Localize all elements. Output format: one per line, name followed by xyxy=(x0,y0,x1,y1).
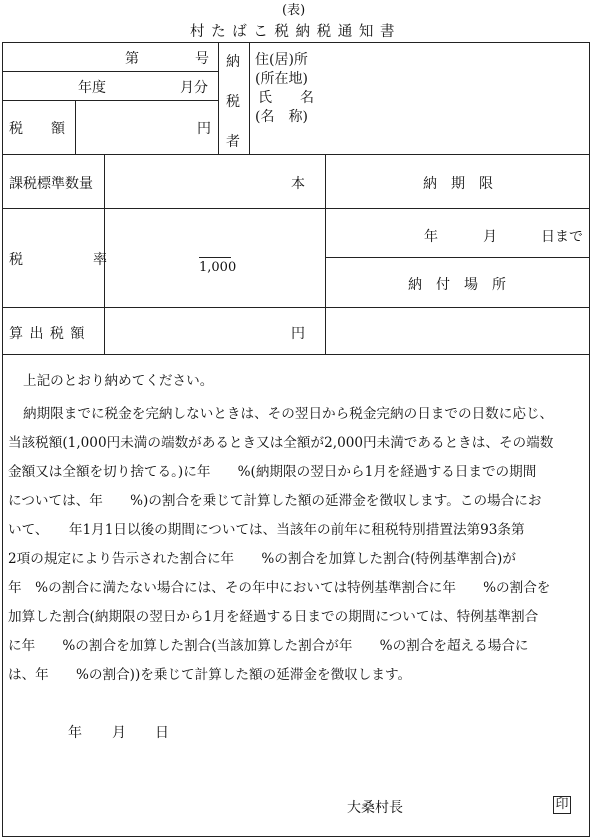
intro-text: 上記のとおり納めてください。 xyxy=(23,373,214,389)
line xyxy=(249,42,250,154)
fiscal-year-label: 年度 xyxy=(78,80,106,96)
issuer-name: 大桑村長 xyxy=(347,800,403,816)
taxpayer-label-1: 納 xyxy=(226,54,240,70)
tax-amount-yen: 円 xyxy=(197,121,211,137)
taxpayer-label-2: 税 xyxy=(226,94,240,110)
tax-amount-label: 税 額 xyxy=(9,121,65,137)
due-day-suffix: 日まで xyxy=(541,229,583,245)
address-label: 住(居)所 xyxy=(255,52,308,68)
body-line: 納期限までに税金を完納しないときは、その翌日から税金完納の日までの日数に応じ、 xyxy=(23,406,554,422)
seal-stamp-icon: 印 xyxy=(553,796,571,814)
month-label: 月分 xyxy=(180,80,208,96)
footer-year: 年 xyxy=(68,725,82,741)
tax-rate-label: 税 率 xyxy=(9,252,107,268)
footer-month: 月 xyxy=(112,725,126,741)
side-label: (表) xyxy=(282,3,306,18)
payment-place-label: 納 付 場 所 xyxy=(408,277,506,293)
body-line: 加算した割合(納期限の翌日から1月を経過する日までの期間については、特例基準割合 xyxy=(8,609,539,625)
frame-left xyxy=(2,42,3,836)
number-go-label: 号 xyxy=(195,51,209,67)
body-line: 当該税額(1,000円未満の端数があるとき又は全額が2,000円未満であるときは、その端数 xyxy=(8,435,554,451)
tax-basis-label: 課税標準数量 xyxy=(9,176,93,192)
rate-fraction-line xyxy=(199,257,231,258)
frame-right xyxy=(589,42,590,836)
org-name-label: (名 称) xyxy=(255,109,308,125)
computed-tax-label: 算 出 税 額 xyxy=(9,326,86,342)
body-line: 金額又は全額を切り捨てる。)に年 %(納期限の翌日から1月を経過する日までの期間 xyxy=(8,464,537,480)
line xyxy=(2,307,590,308)
line xyxy=(2,154,590,155)
taxpayer-label-3: 者 xyxy=(226,134,240,150)
frame-bottom xyxy=(2,836,590,837)
body-line: いて、 年1月1日以後の期間については、当該年の前年に租税特別措置法第93条第 xyxy=(8,522,525,538)
line xyxy=(2,71,218,72)
body-line: については、年 %)の割合を乗じて計算した額の延滞金を徴収します。この場合にお xyxy=(8,493,542,509)
due-year: 年 xyxy=(424,229,438,245)
body-line: は、年 %の割合))を乗じて計算した額の延滞金を徴収します。 xyxy=(8,667,412,683)
body-line: 2項の規定により告示された割合に年 %の割合を加算した割合(特例基準割合)が xyxy=(8,551,516,567)
frame-top xyxy=(2,42,590,43)
line xyxy=(2,208,590,209)
line xyxy=(2,354,590,355)
line xyxy=(325,257,590,258)
due-month: 月 xyxy=(483,229,497,245)
body-line: 年 %の割合に満たない場合には、その年中においては特例基準割合に年 %の割合を xyxy=(8,580,551,596)
line xyxy=(2,100,218,101)
computed-tax-unit: 円 xyxy=(291,326,305,342)
line xyxy=(325,154,326,354)
line xyxy=(75,100,76,154)
page-title: 村 た ば こ 税 納 税 通 知 書 xyxy=(190,24,396,40)
location-label: (所在地) xyxy=(255,71,308,87)
number-dai-label: 第 xyxy=(125,51,139,67)
line xyxy=(218,42,219,154)
rate-denominator: 1,000 xyxy=(199,260,237,275)
name-label: 氏 名 xyxy=(258,90,314,106)
footer-day: 日 xyxy=(155,725,169,741)
tax-basis-unit: 本 xyxy=(291,176,305,192)
due-label: 納 期 限 xyxy=(423,176,493,192)
body-line: に年 %の割合を加算した割合(当該加算した割合が年 %の割合を超える場合に xyxy=(8,638,529,654)
